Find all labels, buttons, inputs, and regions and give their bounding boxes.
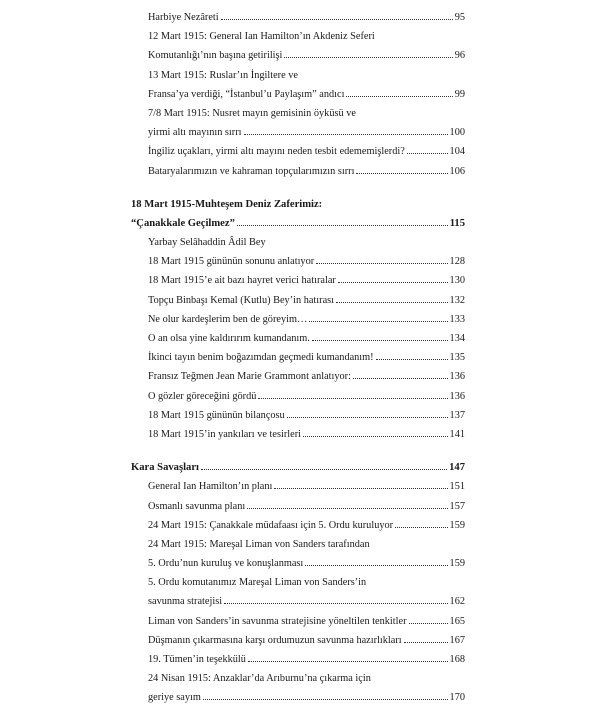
toc-entry [131, 650, 465, 669]
dot-leader [244, 134, 448, 135]
toc-entry-title: Kara Savaşları [131, 462, 199, 474]
toc-entry-title: 24 Nisan 1915: Anzaklar’da Arıburnu’na çıkarma için [148, 673, 371, 685]
dot-leader [221, 19, 453, 20]
toc-page-number: 167 [449, 634, 465, 646]
toc-entry [131, 425, 465, 444]
toc-page-number: 135 [449, 352, 465, 364]
toc-page-number: 162 [449, 596, 465, 608]
toc-page-number: 132 [449, 294, 465, 306]
toc-entry-title: O gözler göreceğini gördü [148, 390, 257, 402]
toc-entry-title: 18 Mart 1915’in yankıları ve tesirleri [148, 428, 301, 440]
toc-entry-title: O an olsa yine kaldırırım kumandanım. [148, 333, 310, 344]
toc-entry [131, 252, 465, 271]
toc-entry [131, 123, 465, 142]
dot-leader [258, 398, 447, 399]
dot-leader [336, 302, 448, 303]
dot-leader [201, 469, 447, 470]
toc-entry-title: 24 Mart 1915: Çanakkale müdafaası için 5. Ordu kuruluyor [148, 519, 394, 531]
toc-entry-title: Fransız Teğmen Jean Marie Grammont anlatıyor: [148, 371, 351, 383]
toc-page-number: 99 [454, 88, 465, 100]
toc-page-number: 133 [449, 313, 465, 325]
toc-entry-title: Harbiye Nezâreti [148, 12, 219, 23]
toc-entry [131, 592, 465, 611]
toc-page-number: 115 [449, 217, 465, 229]
dot-leader [346, 96, 452, 97]
toc-entry [131, 27, 465, 46]
toc-entry-title: 5. Ordu komutanımız Mareşal Liman von Sanders’in [148, 577, 367, 589]
toc-entry [131, 631, 465, 650]
toc-entry-title: Liman von Sanders’in savunma stratejisine yöneltilen tenkitler [148, 615, 407, 627]
toc-entry [131, 104, 465, 123]
toc-entry-title: 12 Mart 1915: General Ian Hamilton’ın Akdeniz Seferi [148, 31, 375, 43]
toc-entry-title: 7/8 Mart 1915: Nusret mayın gemisinin öyküsü ve [148, 107, 356, 119]
toc-page-number: 136 [449, 390, 465, 402]
dot-leader [224, 603, 447, 604]
toc-page-number: 168 [449, 654, 465, 665]
toc-page-number: 104 [449, 146, 465, 158]
toc-entry [131, 535, 465, 554]
toc-section-heading [131, 458, 465, 477]
toc-page-number: 136 [449, 371, 465, 383]
toc-entry [131, 66, 465, 85]
toc-entry [131, 291, 465, 310]
dot-leader [248, 661, 448, 662]
toc-entry [131, 348, 465, 367]
toc-entry [131, 367, 465, 386]
dot-leader [407, 153, 448, 154]
toc-entry-title: Yarbay Selâhaddin Âdil Bey [148, 237, 266, 249]
toc-entry [131, 233, 465, 252]
toc-entry-title: 13 Mart 1915: Ruslar’ın İngiltere ve [148, 69, 298, 81]
toc-page-number: 100 [449, 127, 465, 139]
dot-leader [395, 527, 447, 528]
dot-leader [305, 565, 447, 566]
toc-entry [131, 554, 465, 573]
toc-entry-title: savunma stratejisi [148, 596, 223, 608]
dot-leader [376, 359, 448, 360]
toc-entry [131, 688, 465, 707]
toc-entry-title: 18 Mart 1915’e ait bazı hayret verici hatıralar [148, 275, 336, 287]
toc-entry [131, 162, 465, 181]
toc-entry-title: 18 Mart 1915 gününün sonunu anlatıyor [148, 256, 315, 268]
toc-entry-title: 18 Mart 1915-Muhteşem Deniz Zaferimiz: [131, 198, 323, 210]
toc-page-number: 130 [449, 275, 465, 287]
toc-entry-title: 5. Ordu’nun kuruluş ve konuşlanması [148, 558, 304, 570]
dot-leader [203, 699, 448, 700]
toc-page-number: 141 [449, 428, 465, 440]
toc-page-number: 106 [449, 165, 465, 177]
toc-page-number: 170 [449, 692, 465, 704]
dot-leader [356, 173, 447, 174]
toc-page-number: 159 [449, 519, 465, 531]
toc-page-number: 96 [454, 50, 465, 62]
dot-leader [287, 417, 448, 418]
dot-leader [312, 340, 448, 341]
toc-entry [131, 669, 465, 688]
toc-entry-title: Topçu Binbaşı Kemal (Kutlu) Bey’in hatırası [148, 294, 335, 306]
toc-page-number: 165 [449, 615, 465, 627]
dot-leader [274, 488, 447, 489]
section-gap [131, 444, 465, 458]
toc-entry [131, 271, 465, 290]
toc-entry-title: Bataryalarımızın ve kahraman topçularımızın sırrı [148, 165, 355, 177]
toc-page-number: 147 [449, 462, 465, 474]
dot-leader [303, 436, 448, 437]
toc-entry-title: yirmi altı mayının sırrı [148, 127, 242, 139]
table-of-contents [131, 8, 465, 708]
toc-entry-title: Düşmanın çıkarmasına karşı ordumuzun savunma hazırlıkları [148, 634, 402, 646]
toc-entry-title: Fransa’ya verdiği, “İstanbul’u Paylaşım” andıcı [148, 88, 345, 100]
toc-page-number: 137 [449, 409, 465, 421]
toc-section-heading [131, 195, 465, 214]
toc-entry [131, 387, 465, 406]
dot-leader [409, 623, 448, 624]
toc-entry [131, 477, 465, 496]
dot-leader [316, 263, 447, 264]
toc-entry-title: İkinci tayın benim boğazımdan geçmedi kumandanım! [148, 352, 374, 364]
toc-entry-title: geriye sayım [148, 692, 201, 704]
dot-leader [284, 57, 452, 58]
toc-page-number: 157 [449, 500, 465, 512]
toc-entry [131, 516, 465, 535]
toc-entry-title: 19. Tümen’in teşekkülü [148, 654, 246, 665]
toc-entry [131, 142, 465, 161]
toc-entry-title: Osmanlı savunma planı [148, 500, 246, 512]
toc-page-number: 95 [454, 12, 465, 23]
toc-entry [131, 497, 465, 516]
toc-entry [131, 329, 465, 348]
toc-section-heading [131, 214, 465, 233]
toc-entry [131, 310, 465, 329]
toc-entry-title: 18 Mart 1915 gününün bilançosu [148, 409, 285, 421]
dot-leader [353, 378, 448, 379]
toc-page-number: 159 [449, 558, 465, 570]
toc-entry [131, 406, 465, 425]
toc-entry-title: 24 Mart 1915: Mareşal Liman von Sanders tarafından [148, 538, 370, 550]
dot-leader [338, 282, 448, 283]
dot-leader [247, 508, 447, 509]
dot-leader [237, 225, 448, 226]
toc-entry [131, 85, 465, 104]
toc-entry-title: İngiliz uçakları, yirmi altı mayını neden tesbit edememişlerdi? [148, 146, 405, 158]
toc-page-number: 151 [449, 481, 465, 493]
section-gap [131, 181, 465, 195]
toc-entry [131, 46, 465, 65]
toc-entry [131, 612, 465, 631]
dot-leader [404, 642, 448, 643]
toc-entry-title: Ne olur kardeşlerim ben de göreyim… [148, 313, 308, 325]
toc-entry [131, 573, 465, 592]
dot-leader [309, 321, 447, 322]
toc-page-number: 134 [449, 333, 465, 344]
toc-entry-title: Komutanlığı’nın başına getirilişi [148, 50, 283, 62]
toc-page-number: 128 [449, 256, 465, 268]
toc-entry-title: “Çanakkale Geçilmez” [131, 217, 235, 229]
toc-entry [131, 8, 465, 27]
toc-entry-title: General Ian Hamilton’ın planı [148, 481, 273, 493]
